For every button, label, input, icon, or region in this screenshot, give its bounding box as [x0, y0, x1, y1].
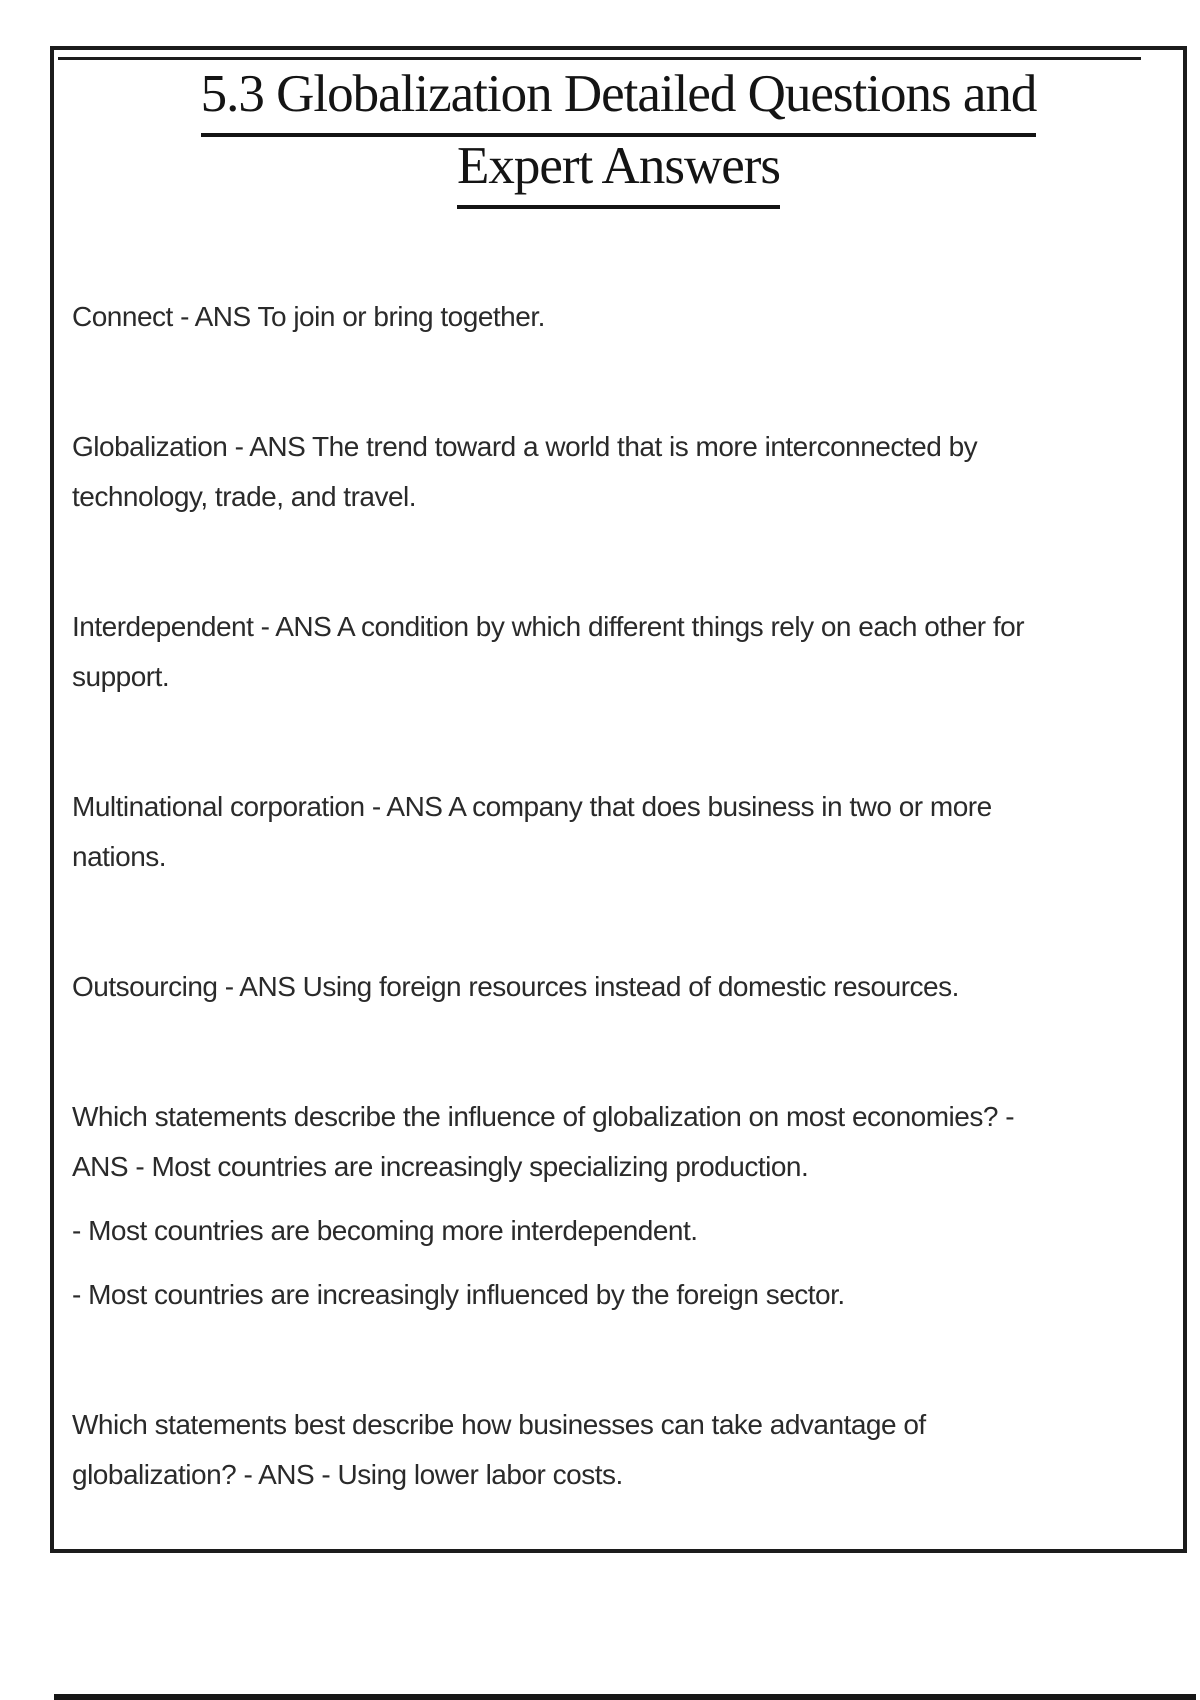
page-title-line-1	[50, 62, 1187, 134]
qa-paragraph-globalization	[72, 422, 1134, 522]
qa-line: support.	[72, 661, 170, 692]
qa-line: Connect - ANS To join or bring together.	[72, 301, 545, 332]
next-page-top-edge	[54, 1694, 1196, 1700]
qa-line: Which statements describe the influence of globalization on most economies? -	[72, 1101, 1015, 1132]
top-inner-rule	[58, 57, 1141, 60]
qa-line: - Most countries are increasingly influenced by the foreign sector.	[72, 1279, 845, 1310]
qa-line: technology, trade, and travel.	[72, 481, 417, 512]
qa-paragraph-business-advantage	[72, 1400, 1134, 1500]
qa-bullet-foreign-sector	[72, 1270, 1134, 1320]
document-body	[72, 292, 1134, 1500]
qa-line: ANS - Most countries are increasingly specializing production.	[72, 1151, 809, 1182]
page-title	[50, 62, 1187, 206]
qa-paragraph-multinational-corporation	[72, 782, 1134, 882]
qa-paragraph-connect	[72, 292, 1134, 342]
qa-paragraph-outsourcing	[72, 962, 1134, 1012]
page-title-text-2: Expert Answers	[457, 134, 780, 209]
qa-paragraph-interdependent	[72, 602, 1134, 702]
qa-line: Multinational corporation - ANS A company that does business in two or more	[72, 791, 992, 822]
qa-bullet-interdependent	[72, 1206, 1134, 1256]
qa-line: Interdependent - ANS A condition by which different things rely on each other for	[72, 611, 1025, 642]
qa-paragraph-influence-question	[72, 1092, 1134, 1192]
qa-line: globalization? - ANS - Using lower labor costs.	[72, 1459, 623, 1490]
page-title-line-2	[50, 134, 1187, 206]
qa-line: nations.	[72, 841, 167, 872]
qa-line: Globalization - ANS The trend toward a world that is more interconnected by	[72, 431, 978, 462]
qa-line: Which statements best describe how businesses can take advantage of	[72, 1409, 926, 1440]
qa-line: Outsourcing - ANS Using foreign resources instead of domestic resources.	[72, 971, 959, 1002]
page-title-text-1: 5.3 Globalization Detailed Questions and	[201, 62, 1037, 137]
qa-line: - Most countries are becoming more interdependent.	[72, 1215, 698, 1246]
